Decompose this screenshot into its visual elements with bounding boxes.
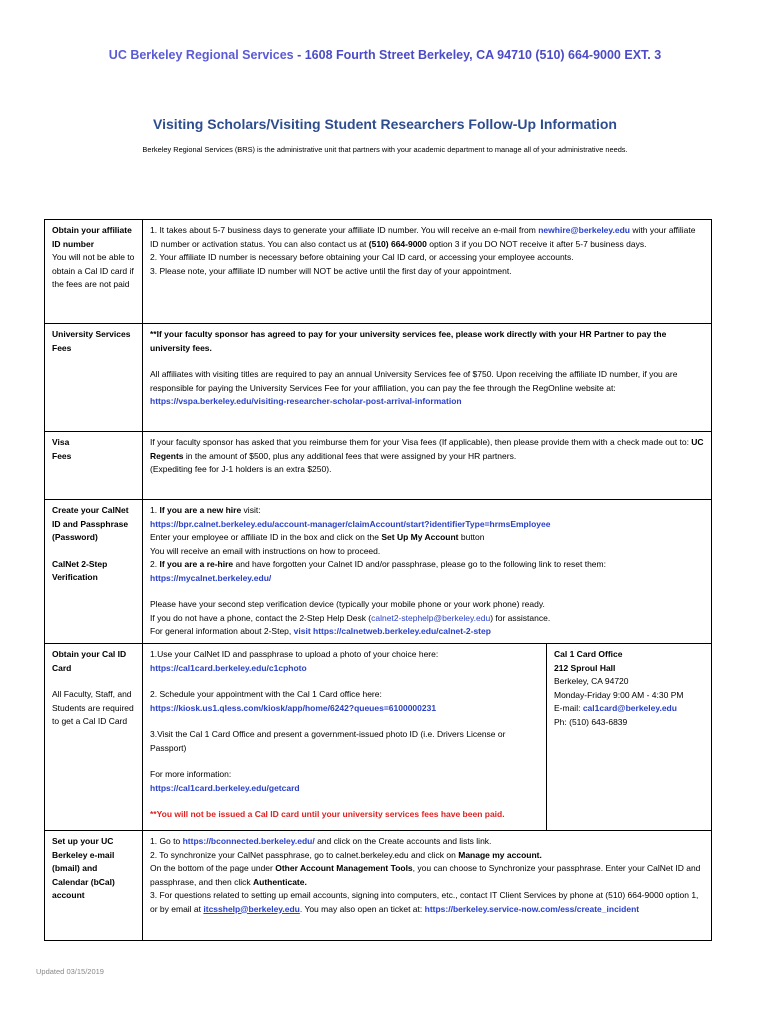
calnet-text: Please have your second step verification device (typically your mobile phone or your work phone) ready.	[150, 599, 545, 609]
calnet-text: button	[458, 532, 485, 542]
row-label	[45, 220, 143, 324]
calnet-text: 2.	[150, 559, 160, 569]
phone-number: (510) 664-9000	[368, 238, 427, 249]
newhire-email-link[interactable]: newhire@berkeley.edu	[538, 225, 630, 235]
row-label-title: CalNet 2-Step Verification	[52, 558, 108, 582]
email-text: Other Account Management Tools	[275, 863, 413, 873]
email-text: , you can choose to Synchronize your passphrase. Enter your CalNet ID and passphrase, and then click	[150, 863, 701, 887]
payee-name: UC Regents	[150, 437, 704, 461]
office-address-1: 212 Sproul Hall	[554, 662, 616, 673]
visa-expedite-note: (Expediting fee for J-1 holders is an extra $250).	[150, 464, 332, 474]
row-label	[45, 831, 143, 941]
row-content	[143, 500, 712, 644]
updated-date: Updated 03/15/2019	[36, 967, 104, 976]
fees-sponsor-note: **If your faculty sponsor has agreed to pay for your university services fee, please work directly with your HR Partner to pay the university fees.	[150, 329, 667, 353]
office-address-2: Berkeley, CA 94720	[554, 676, 629, 686]
qless-link[interactable]: https://kiosk.us1.qless.com/kiosk/app/home/6242?queues=6100000231	[150, 702, 437, 713]
office-email-label: E-mail:	[554, 703, 583, 713]
table-row-calnet	[45, 500, 712, 644]
row-content	[143, 831, 712, 941]
row-label-title: Set up your UC Berkeley e-mail (bmail) and Calendar (bCal) account	[52, 836, 115, 900]
stephelp-email-link[interactable]: calnet2-stephelp@berkeley.edu	[371, 612, 491, 623]
page-title: Visiting Scholars/Visiting Student Researchers Follow-Up Information	[153, 116, 617, 132]
cal1card-office-info	[547, 644, 712, 831]
calnet-text: If you are a re-hire	[159, 559, 234, 569]
calnet-text: ) for assistance.	[490, 612, 551, 623]
cal1card-email-link[interactable]: cal1card@berkeley.edu	[582, 703, 677, 713]
calnet-text: For general information about 2-Step,	[150, 626, 294, 636]
affiliate-step-3: 3. Please note, your affiliate ID number will NOT be active until the first day of your appointment.	[150, 265, 512, 276]
row-label	[45, 432, 143, 500]
visa-text: If your faculty sponsor has asked that you reimburse them for your Visa fees (If applicable), then please provide them with a check made out to:	[150, 437, 692, 447]
affiliate-text: option 3 if you DO NOT receive it after 5-7 business days.	[426, 238, 647, 249]
calnet-text: Enter your employee or affiliate ID in the box and click on the	[150, 532, 382, 542]
row-content	[143, 324, 712, 432]
vspa-link[interactable]: https://vspa.berkeley.edu/visiting-researcher-scholar-post-arrival-information	[150, 396, 462, 406]
table-row-visa	[45, 432, 712, 500]
page-header	[0, 48, 770, 62]
email-text: Authenticate.	[253, 876, 307, 887]
calnet-2step-link[interactable]: visit https://calnetweb.berkeley.edu/calnet-2-step	[293, 626, 491, 636]
calnet-text: If you do not have a phone, contact the 2-Step Help Desk (	[150, 612, 372, 623]
table-row-calid	[45, 644, 712, 831]
affiliate-text: 1. It takes about 5-7 business days to generate your affiliate ID number. You will receive an e-mail from	[150, 225, 536, 235]
calid-step-1: 1.Use your CalNet ID and passphrase to upload a photo of your choice here:	[150, 649, 439, 659]
itcs-email-link[interactable]: itcsshelp@berkeley.edu	[203, 903, 300, 914]
bconnected-link[interactable]: https://bconnected.berkeley.edu/	[182, 836, 315, 846]
calnet-text: and have forgotten your Calnet ID and/or passphrase, please go to the following link to reset them:	[233, 559, 606, 569]
calnet-text: Set Up My Account	[381, 532, 459, 542]
row-label-title: Visa	[52, 437, 70, 447]
row-label-title: Obtain your affiliate ID number	[52, 225, 132, 249]
email-text: 1. Go to	[150, 836, 183, 846]
row-label-note: All Faculty, Staff, and Students are required to get a Cal ID Card	[52, 689, 134, 726]
org-name: UC Berkeley Regional Services	[108, 48, 294, 62]
visa-text: in the amount of $500, plus any additional fees that were assigned by your HR partners.	[183, 450, 517, 461]
office-phone: Ph: (510) 643-6839	[554, 716, 628, 727]
org-address: - 1608 Fourth Street Berkeley, CA 94710 (510) 664-9000 EXT. 3	[293, 48, 662, 62]
table-row-affiliate	[45, 220, 712, 324]
email-text: Manage my account.	[458, 849, 542, 860]
row-label-title: Create your CalNet ID and Passphrase (Password)	[52, 505, 129, 542]
mycalnet-link[interactable]: https://mycalnet.berkeley.edu/	[150, 572, 272, 583]
calnet-text: You will receive an email with instructions on how to proceed.	[150, 545, 381, 556]
row-content	[143, 220, 712, 324]
email-text: . You may also open an ticket at:	[299, 903, 425, 914]
row-label-title: Fees	[52, 450, 72, 461]
affiliate-text: with your affiliate ID number or activation status. You can also contact us at	[150, 225, 696, 249]
email-text: On the bottom of the page under	[150, 863, 276, 873]
row-label	[45, 500, 143, 644]
row-label-title: University Services Fees	[52, 329, 131, 353]
row-label	[45, 324, 143, 432]
servicenow-link[interactable]: https://berkeley.service-now.com/ess/create_incident	[424, 903, 640, 914]
calnet-text: visit:	[241, 505, 261, 515]
row-label-note: You will not be able to obtain a Cal ID card if the fees are not paid	[52, 252, 135, 289]
getcard-link[interactable]: https://cal1card.berkeley.edu/getcard	[150, 782, 300, 793]
c1cphoto-link[interactable]: https://cal1card.berkeley.edu/c1cphoto	[150, 662, 307, 673]
intro-text: Berkeley Regional Services (BRS) is the administrative unit that partners with your academic department to manage all of your administrative needs.	[142, 145, 628, 154]
fees-text: All affiliates with visiting titles are required to pay an annual University Services fee of $750. Upon receiving the affiliate ID number, if you are responsible for paying the University Services Fee for your affiliation, you can pay the fee through the RegOnline website at:	[150, 369, 678, 393]
office-hours: Monday-Friday 9:00 AM - 4:30 PM	[554, 689, 684, 700]
calnet-text: If you are a new hire	[159, 505, 242, 515]
calnet-claim-link[interactable]: https://bpr.calnet.berkeley.edu/account-manager/claimAccount/start?identifierType=hrmsEmployee	[150, 518, 551, 529]
table-row-email	[45, 831, 712, 941]
calid-warning: **You will not be issued a Cal ID card until your university services fees have been paid.	[150, 809, 505, 819]
row-content	[143, 644, 547, 831]
row-content	[143, 432, 712, 500]
calid-step-3: 3.Visit the Cal 1 Card Office and present a government-issued photo ID (i.e. Drivers License or Passport)	[150, 729, 506, 753]
calid-more-info: For more information:	[150, 769, 232, 779]
calid-step-2: 2. Schedule your appointment with the Cal 1 Card office here:	[150, 689, 382, 699]
office-name: Cal 1 Card Office	[554, 649, 623, 659]
email-text: 2. To synchronize your CalNet passphrase, go to calnet.berkeley.edu and click on	[150, 849, 459, 860]
email-text: 3. For questions related to setting up email accounts, signing into computers, etc., contact IT Client Services by phone at (510) 664-9000 option 1, or by email at	[150, 890, 699, 914]
row-label-title: Obtain your Cal ID Card	[52, 649, 127, 673]
calnet-text: 1.	[150, 505, 160, 515]
info-table	[44, 219, 712, 941]
email-text: and click on the Create accounts and lists link.	[314, 836, 492, 846]
row-label	[45, 644, 143, 831]
affiliate-step-2: 2. Your affiliate ID number is necessary before obtaining your Cal ID card, or accessing your employee accounts.	[150, 252, 574, 262]
table-row-fees	[45, 324, 712, 432]
